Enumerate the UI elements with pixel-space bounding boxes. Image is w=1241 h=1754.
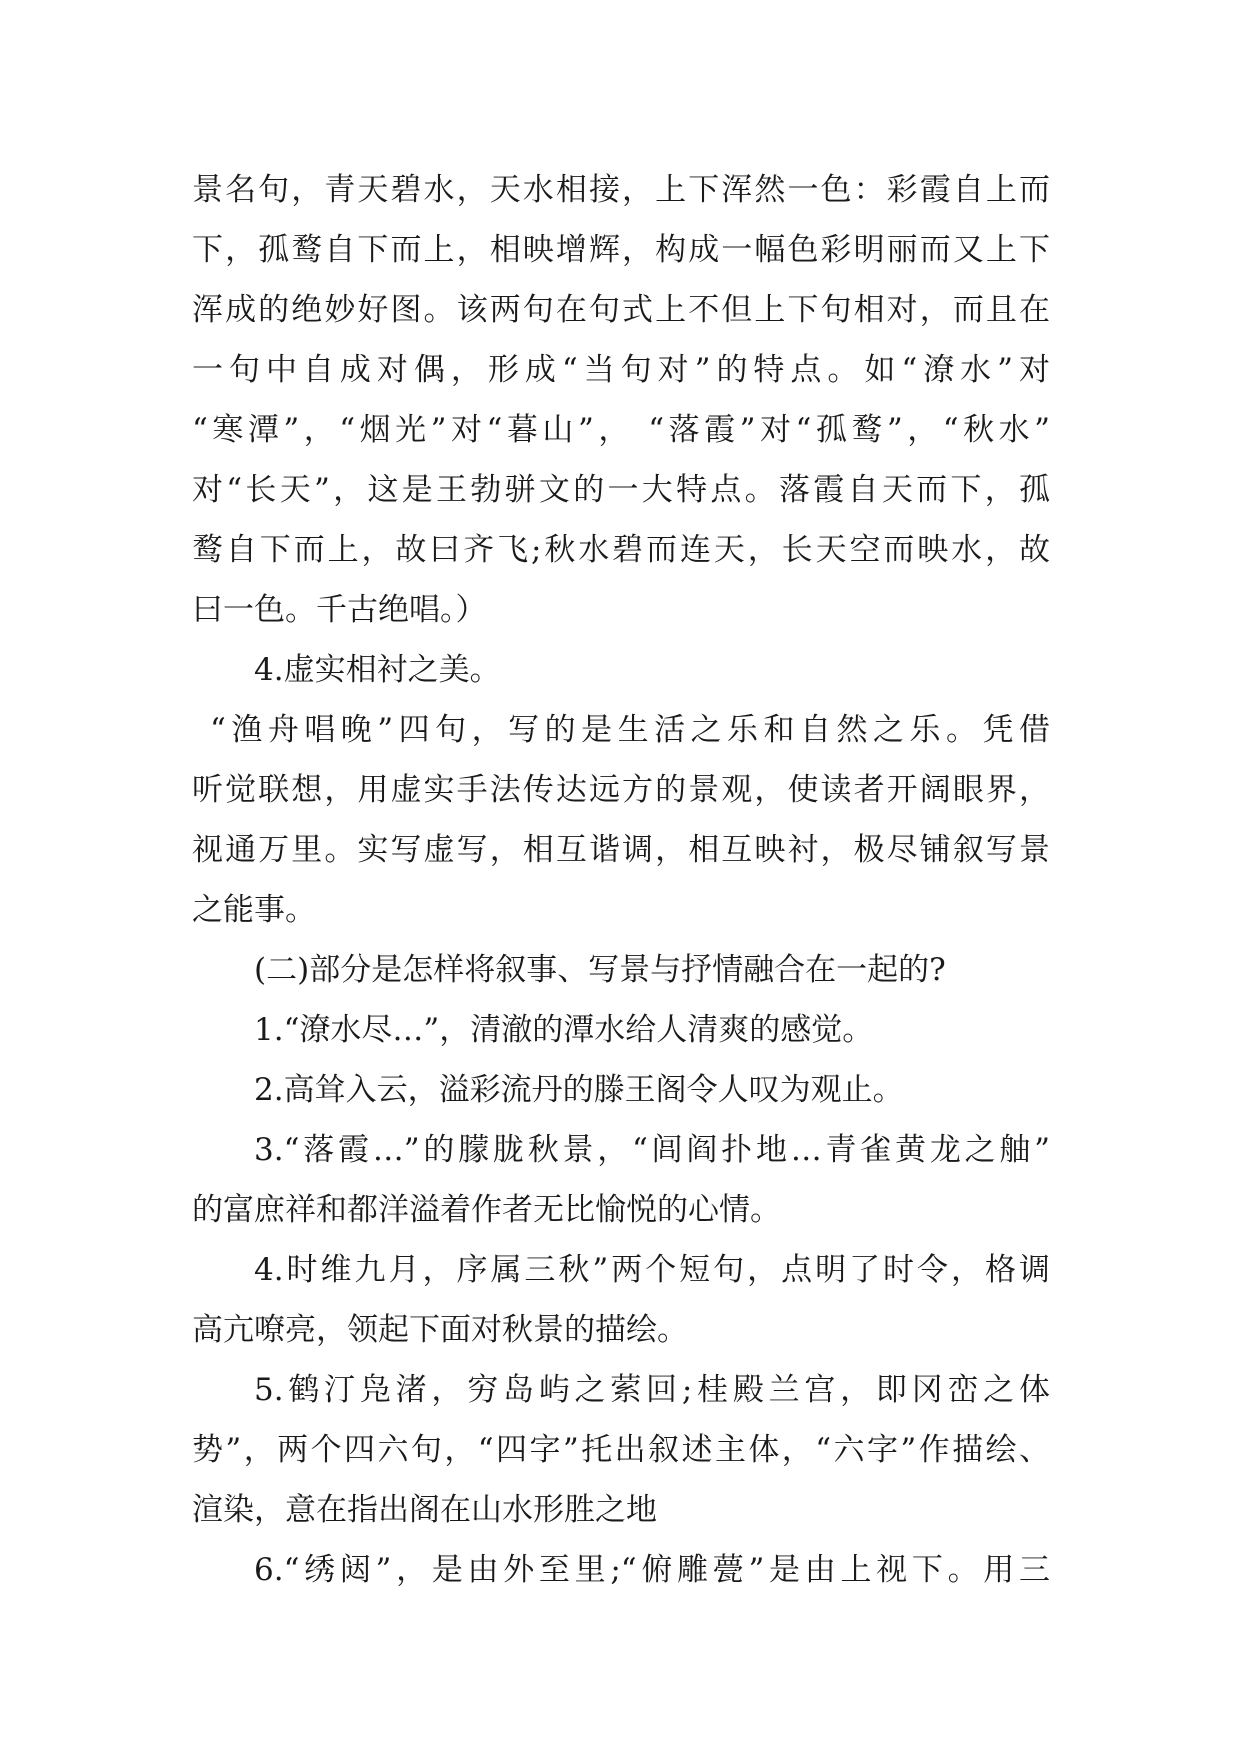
section-heading: 4.虚实相衬之美。 (254, 652, 501, 688)
document-body (192, 160, 1050, 1600)
text-line: 一句中自成对偶，形成“当句对”的特点。如“潦水”对 (192, 352, 1050, 388)
list-item: 4.时维九月，序属三秋”两个短句，点明了时令，格调 (254, 1252, 1050, 1288)
text-line: 浑成的绝妙好图。该两句在句式上不但上下句相对，而且在 (192, 292, 1050, 328)
list-item: 5.鹤汀凫渚，穷岛屿之萦回;桂殿兰宫，即冈峦之体 (254, 1372, 1050, 1408)
text-line: 渲染，意在指出阁在山水形胜之地 (192, 1492, 657, 1528)
text-line: 之能事。 (192, 892, 316, 928)
list-item: 1.“潦水尽…”，清澈的潭水给人清爽的感觉。 (254, 1012, 874, 1048)
text-line: 势”，两个四六句，“四字”托出叙述主体，“六字”作描绘、 (192, 1432, 1050, 1468)
text-line: 听觉联想，用虚实手法传达远方的景观，使读者开阔眼界， (192, 772, 1050, 808)
text-line: 的富庶祥和都洋溢着作者无比愉悦的心情。 (192, 1192, 781, 1228)
text-line: 鹜自下而上，故曰齐飞;秋水碧而连天，长天空而映水，故 (192, 532, 1050, 568)
text-line: “寒潭”，“烟光”对“暮山”， “落霞”对“孤鹜”，“秋水” (192, 412, 1050, 448)
text-line: 视通万里。实写虚写，相互谐调，相互映衬，极尽铺叙写景 (192, 832, 1050, 868)
text-line: 下，孤鹜自下而上，相映增辉，构成一幅色彩明丽而又上下 (192, 232, 1050, 268)
text-line: 曰一色。千古绝唱。） (192, 592, 487, 628)
list-item: 6.“绣闼”，是由外至里;“俯雕甍”是由上视下。用三 (254, 1552, 1050, 1588)
text-line: 高亢嘹亮，领起下面对秋景的描绘。 (192, 1312, 688, 1348)
section-heading: (二)部分是怎样将叙事、写景与抒情融合在一起的? (254, 952, 946, 988)
list-item: 2.高耸入云，溢彩流丹的滕王阁令人叹为观止。 (254, 1072, 904, 1108)
text-line: 对“长天”，这是王勃骈文的一大特点。落霞自天而下，孤 (192, 472, 1050, 508)
list-item: 3.“落霞…”的朦胧秋景，“闾阎扑地…青雀黄龙之舳” (254, 1132, 1050, 1168)
text-line: 景名句，青天碧水，天水相接，上下浑然一色：彩霞自上而 (192, 172, 1050, 208)
text-line: “渔舟唱晚”四句，写的是生活之乐和自然之乐。凭借 (210, 712, 1050, 748)
